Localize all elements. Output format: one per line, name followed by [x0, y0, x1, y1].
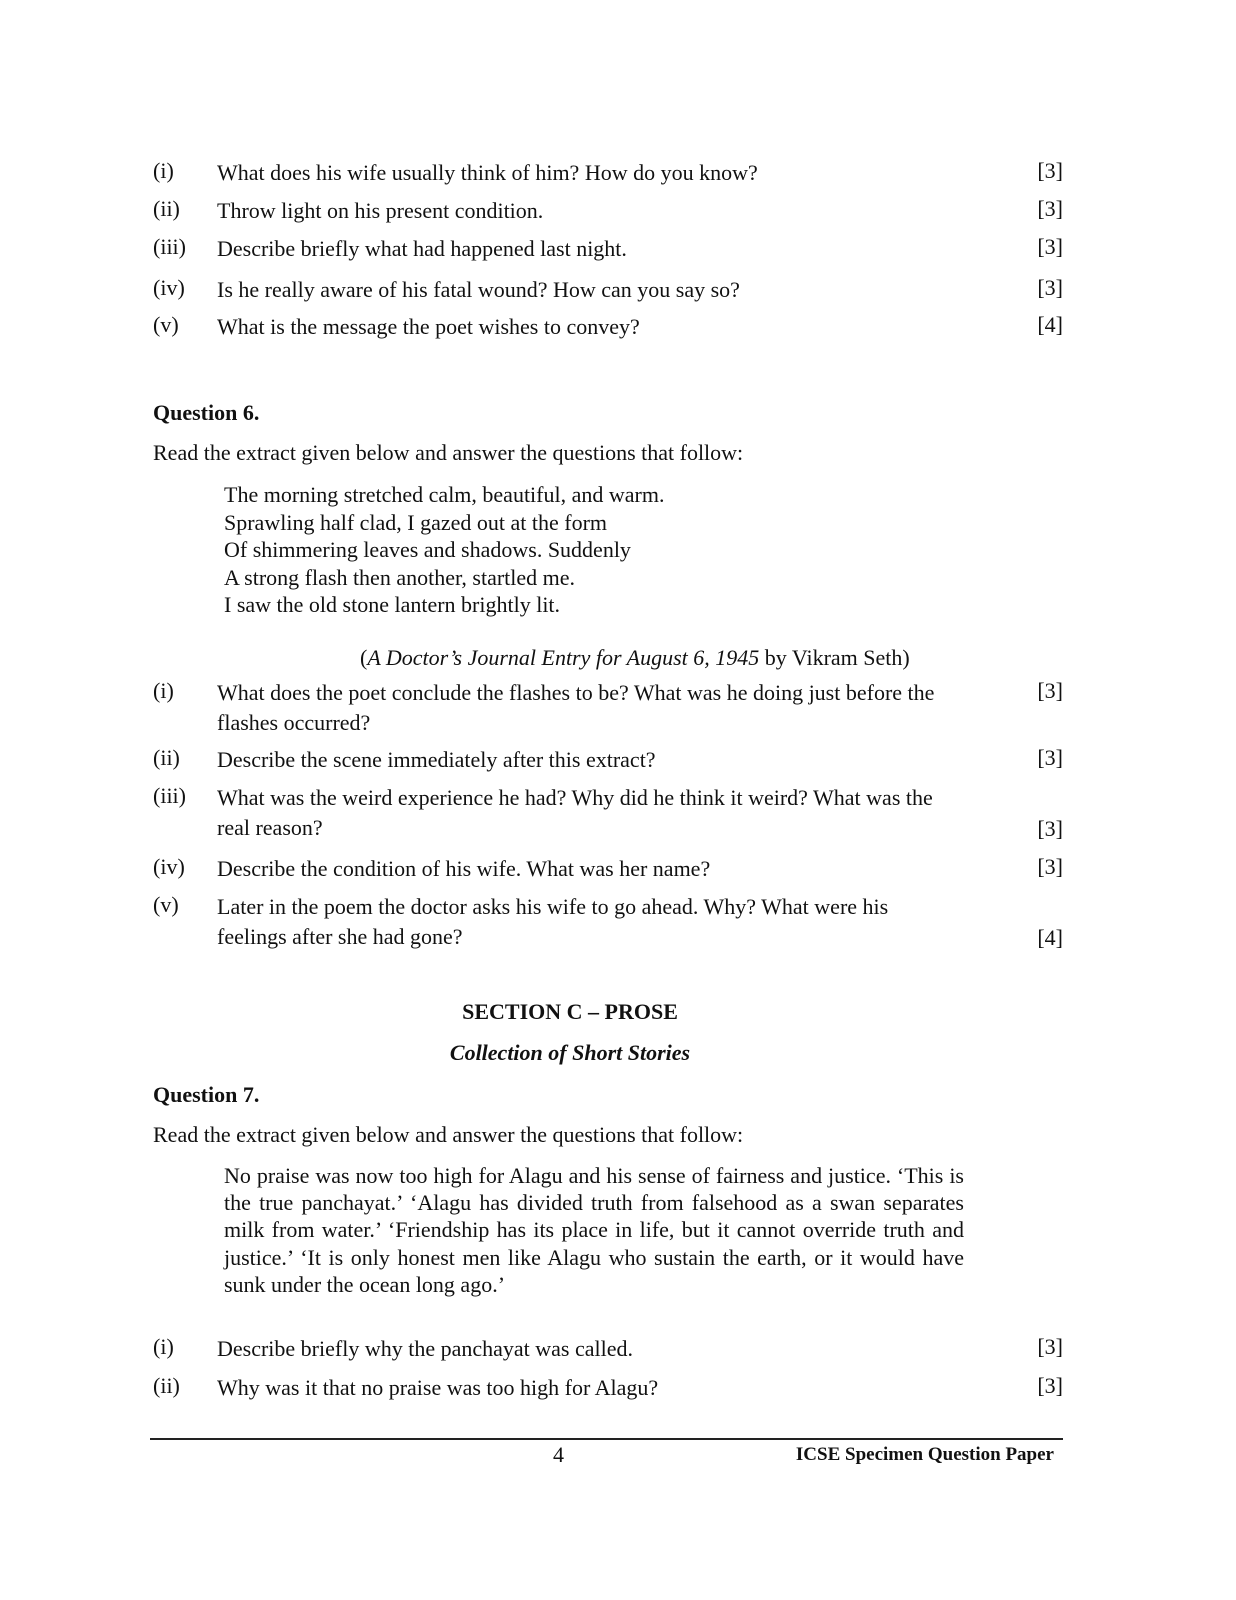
- item-marks: [3]: [1037, 158, 1063, 183]
- item-marks: [3]: [1037, 1334, 1063, 1359]
- item-text: Later in the poem the doctor asks his wife to go ahead. Why? What were his feelings after she had gone?: [217, 894, 889, 949]
- item-marks: [3]: [1037, 196, 1063, 221]
- question-6-heading: Question 6.: [153, 400, 260, 425]
- item-number: (iii): [153, 234, 186, 259]
- poem-line: I saw the old stone lantern brightly lit.: [224, 592, 561, 617]
- item-marks: [4]: [1037, 312, 1063, 337]
- item-text: What does the poet conclude the flashes to be? What was he doing just before the flashes occurred?: [217, 680, 935, 735]
- question-6-instruction: Read the extract given below and answer the questions that follow:: [153, 440, 744, 465]
- item-number: (ii): [153, 1373, 180, 1398]
- section-subtitle: Collection of Short Stories: [449, 1040, 691, 1065]
- item-marks: [3]: [1037, 816, 1063, 841]
- citation-author: by Vikram Seth): [759, 645, 910, 670]
- poem-citation: [360, 645, 910, 671]
- question-7-heading: Question 7.: [153, 1082, 260, 1107]
- item-number: (iii): [153, 783, 186, 808]
- poem-line: A strong flash then another, startled me.: [224, 564, 576, 590]
- item-text: Describe briefly what had happened last night.: [217, 236, 627, 261]
- page-number: 4: [553, 1442, 564, 1467]
- item-text: Throw light on his present condition.: [217, 198, 544, 223]
- item-text: Is he really aware of his fatal wound? How can you say so?: [217, 277, 740, 302]
- item-number: (ii): [153, 196, 180, 221]
- item-marks: [3]: [1037, 234, 1063, 259]
- item-marks: [3]: [1037, 275, 1063, 300]
- item-text: Describe briefly why the panchayat was called.: [217, 1336, 633, 1361]
- item-number: (iv): [153, 275, 185, 300]
- question-7-instruction: Read the extract given below and answer the questions that follow:: [153, 1122, 744, 1147]
- item-number: (i): [153, 1334, 174, 1359]
- citation-open: (: [360, 645, 368, 670]
- citation-title: A Doctor’s Journal Entry for August 6, 1945: [367, 645, 760, 670]
- item-text: What does his wife usually think of him? How do you know?: [217, 160, 758, 185]
- item-number: (v): [153, 312, 179, 337]
- item-number: (i): [153, 678, 174, 703]
- item-text: Why was it that no praise was too high for Alagu?: [217, 1375, 659, 1400]
- item-marks: [3]: [1037, 745, 1063, 770]
- item-number: (i): [153, 158, 174, 183]
- item-number: (v): [153, 892, 179, 917]
- poem-line: The morning stretched calm, beautiful, and warm.: [224, 482, 665, 507]
- poem-line: Of shimmering leaves and shadows. Suddenly: [224, 537, 631, 562]
- item-text: What was the weird experience he had? Why did he think it weird? What was the real reason?: [217, 785, 933, 840]
- footer-title: ICSE Specimen Question Paper: [795, 1444, 1054, 1465]
- item-number: (ii): [153, 745, 180, 770]
- item-marks: [3]: [1037, 678, 1063, 703]
- item-marks: [4]: [1037, 925, 1063, 950]
- poem-line: Sprawling half clad, I gazed out at the form: [224, 509, 608, 535]
- item-marks: [3]: [1037, 854, 1063, 879]
- poem-extract: [224, 481, 664, 619]
- item-text: Describe the condition of his wife. What was her name?: [217, 856, 711, 881]
- item-number: (iv): [153, 854, 185, 879]
- item-text: Describe the scene immediately after this extract?: [217, 747, 656, 772]
- footer-divider: [150, 1438, 1063, 1440]
- item-text: What is the message the poet wishes to convey?: [217, 314, 640, 339]
- section-title: SECTION C – PROSE: [462, 999, 678, 1024]
- prose-extract: No praise was now too high for Alagu and his sense of fairness and justice. ‘This is the true panchayat.’ ‘Alagu has divided truth from falsehood as a swan separates milk from water.’ ‘Friendship has its place in life, but it cannot override truth and justice.’ ‘It is only honest men like Alagu who sustain the earth, or it would have sunk under the ocean long ago.’: [224, 1163, 964, 1297]
- item-marks: [3]: [1037, 1373, 1063, 1398]
